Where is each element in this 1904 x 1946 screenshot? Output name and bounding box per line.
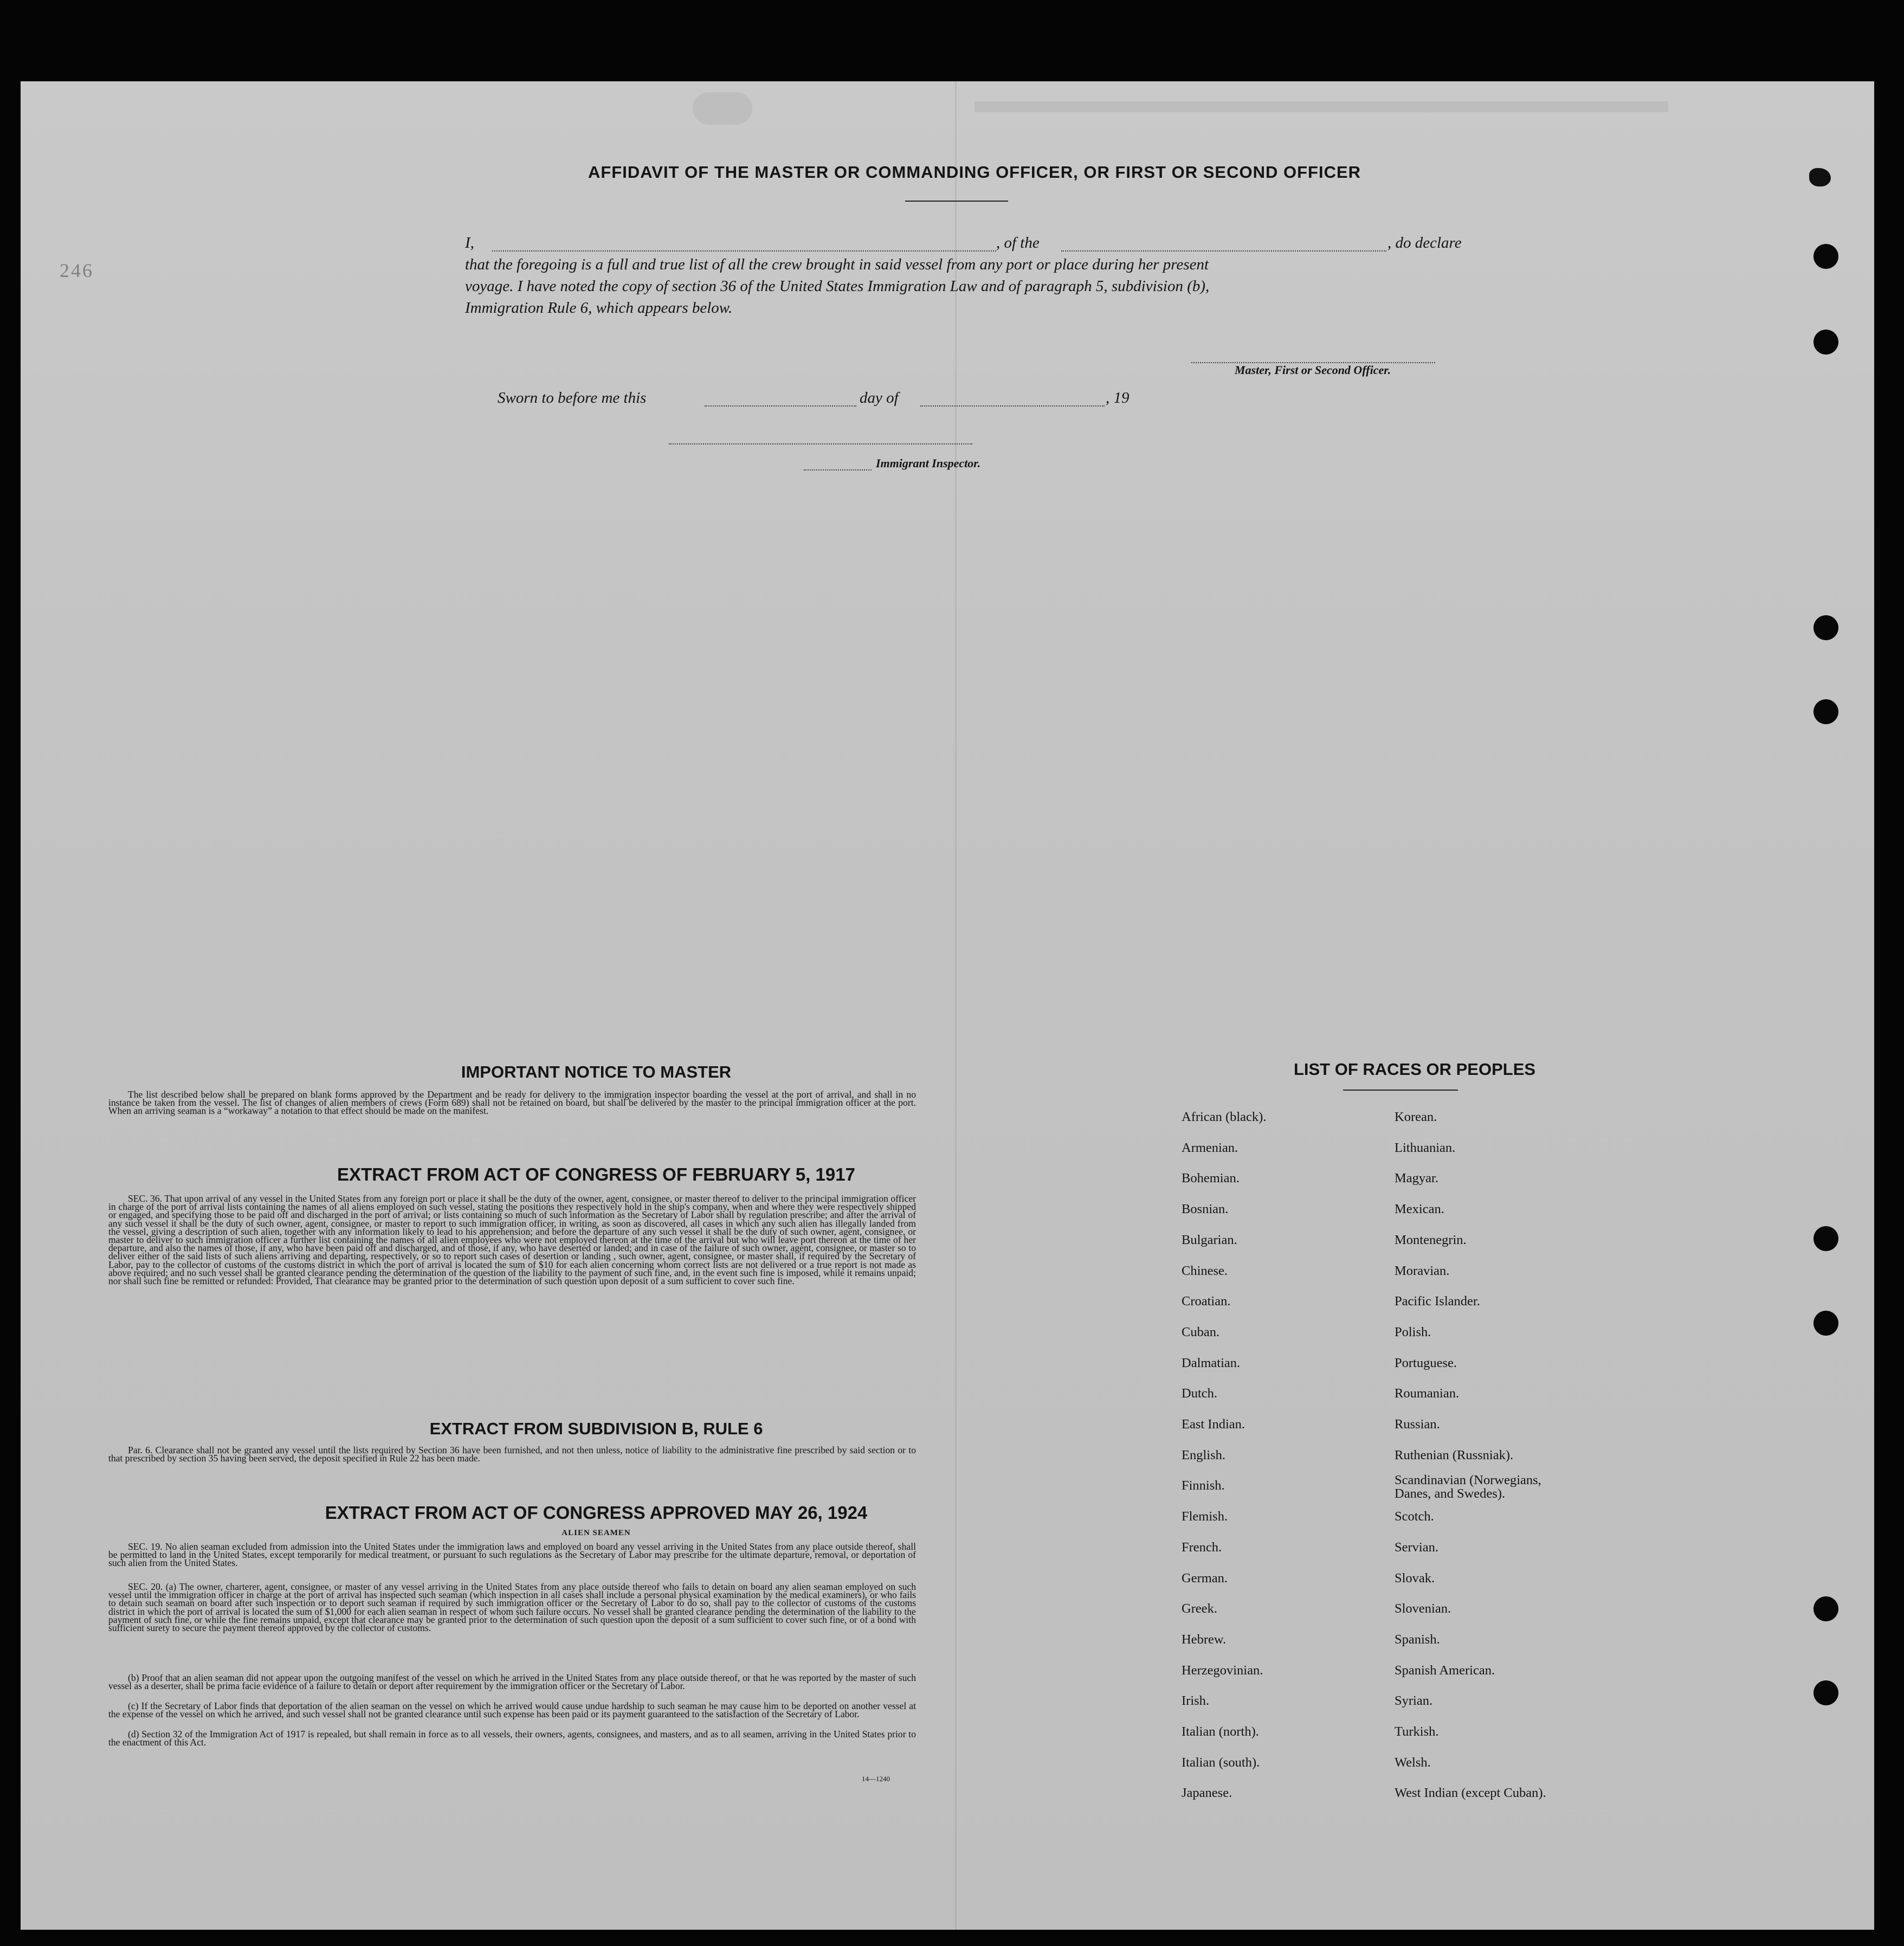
- race-item: Armenian.: [1182, 1140, 1238, 1155]
- extract-1924-sec19: SEC. 19. No alien seaman excluded from admission into the United States under the immigration laws and employed on board any vessel arriving in the United States from any place outside thereof, shall be permitted to land in the United States, except temporarily for medical treatment, or pursuant to such regulations as the Secretary of Labor may prescribe for the ultimate departure, removal, or deportation of such alien from the United States.: [108, 1541, 916, 1569]
- extract-1917-heading: EXTRACT FROM ACT OF CONGRESS OF FEBRUARY 5, 1917: [337, 1164, 855, 1184]
- punch-hole: [1813, 330, 1838, 355]
- race-item: Italian (north).: [1182, 1724, 1259, 1739]
- punch-hole: [1813, 244, 1838, 269]
- affidavit-title: AFFIDAVIT OF THE MASTER OR COMMANDING OFFICER, OR FIRST OR SECOND OFFICER: [588, 163, 1361, 182]
- sworn-day-blank: [705, 405, 856, 407]
- race-item: French.: [1182, 1539, 1222, 1555]
- race-item: Herzegovinian.: [1182, 1663, 1263, 1678]
- race-item: Slovenian.: [1395, 1601, 1451, 1616]
- affidavit-line-3: voyage. I have noted the copy of section 36 of the United States Immigration Law and of paragraph 5, subdivision (b),: [465, 278, 1210, 295]
- sworn-day: day of: [860, 389, 899, 407]
- torn-edge-mark: [1809, 168, 1831, 186]
- race-item: Bosnian.: [1182, 1202, 1229, 1217]
- punch-hole: [1813, 1596, 1838, 1621]
- punch-hole: [1813, 699, 1838, 724]
- race-item: Portuguese.: [1395, 1355, 1457, 1370]
- race-item: German.: [1182, 1570, 1228, 1586]
- race-item: Irish.: [1182, 1693, 1210, 1709]
- inspector-label: Immigrant Inspector.: [876, 456, 981, 470]
- race-item: Dutch.: [1182, 1386, 1217, 1401]
- race-item: Welsh.: [1395, 1755, 1431, 1770]
- form-number: 14—1240: [862, 1775, 890, 1783]
- race-item: Mexican.: [1395, 1202, 1444, 1217]
- race-item: Chinese.: [1182, 1263, 1228, 1278]
- race-item: Syrian.: [1395, 1693, 1433, 1709]
- sworn-year: , 19: [1106, 389, 1130, 407]
- race-item: Roumanian.: [1395, 1386, 1460, 1401]
- race-item: Dalmatian.: [1182, 1355, 1241, 1370]
- race-item: Hebrew.: [1182, 1632, 1227, 1647]
- race-item: Korean.: [1395, 1110, 1437, 1124]
- race-item: Scotch.: [1395, 1509, 1434, 1524]
- race-item: African (black).: [1182, 1110, 1267, 1124]
- master-label: Master, First or Second Officer.: [1235, 363, 1391, 377]
- race-item: Polish.: [1395, 1324, 1431, 1339]
- race-item: East Indian.: [1182, 1417, 1245, 1432]
- affidavit-line-4: Immigration Rule 6, which appears below.: [465, 299, 733, 317]
- notice-heading: IMPORTANT NOTICE TO MASTER: [461, 1062, 732, 1081]
- extract-1924-sec20d: (d) Section 32 of the Immigration Act of 1917 is repealed, but shall remain in force as to all vessels, their owners, agents, consignees, and masters, and as to all seamen, arriving in the United States prior to the enactment of this Act.: [108, 1729, 916, 1748]
- punch-hole: [1813, 1226, 1838, 1251]
- document-page: [21, 81, 1874, 1930]
- extract-1917-text: SEC. 36. That upon arrival of any vessel in the United States from any foreign port or place it shall be the duty of the owner, agent, consignee, or master thereof to deliver to the principal immigration officer in charge of the port of arrival lists containing the names of all aliens employed on such vessel, stating the positions they respectively hold in the ship's company, when and where they were respectively shipped or engaged, and specifying those to be paid off and discharged in the port of arrival; or lists containing so much of such information as the Secretary of Labor shall by regulation prescribe; and after the arrival of any such vessel it shall be the duty of such owner, agent, consignee, or master to report to such immigration officer, in writing, as soon as discovered, all cases in which any such alien has illegally landed from the vessel, giving a description of such alien, together with any information likely to lead to his apprehension; and before the departure of any such vessel it shall be the duty of such owner, agent, consignee, or master to deliver to such immigration officer a further list containing the names of all alien employees who were not employed thereon at the time of the arrival but who will leave port thereon at the time of her departure, and also the names of those, if any, who have been paid off and discharged, and of those, if any, who have deserted or landed; and in case of the failure of such owner, agent, consignee, or master so to deliver either of the said lists of such aliens arriving and departing, respectively, or so to report such cases of desertion or landing , such owner, agent, consignee, or master shall, if required by the Secretary of Labor, pay to the collector of customs of the customs district in which the port of arrival is located the sum of $10 for each alien concerning whom correct lists are not delivered or a true report is not made as above required; and no such vessel shall be granted clearance pending the determination of the question of the liability to the payment of such fine, and, in the event such fine is imposed, while it remains unpaid; nor shall such fine be remitted or refunded: Provided, That clearance may be granted prior to the determination of such question upon deposit of a sum sufficient to cover such fine.: [108, 1193, 916, 1287]
- extract-1924-heading: EXTRACT FROM ACT OF CONGRESS APPROVED MAY 26, 1924: [325, 1503, 868, 1523]
- races-heading: LIST OF RACES OR PEOPLES: [1293, 1060, 1536, 1079]
- race-item: Japanese.: [1182, 1786, 1232, 1801]
- inspector-signature-line: [669, 443, 972, 444]
- race-item: Cuban.: [1182, 1324, 1220, 1339]
- notice-text: The list described below shall be prepared on blank forms approved by the Department and be ready for delivery to the immigration inspector boarding the vessel at the port of arrival, and shall in no instance be taken from the vessel. The list of changes of alien members of crews (Form 689) shall not be retained on board, but shall be delivered by the master to the principal immigration officer at the port. When an arriving seaman is a “workaway” a notation to that effect should be made on the manifest.: [108, 1089, 916, 1117]
- punch-hole: [1813, 1311, 1838, 1336]
- inspector-short-line: [804, 469, 872, 471]
- race-item: Moravian.: [1395, 1263, 1450, 1278]
- bleed-through-text: [693, 89, 1722, 127]
- punch-hole: [1813, 615, 1838, 640]
- race-item: Finnish.: [1182, 1478, 1225, 1493]
- vessel-blank: [1061, 250, 1386, 252]
- sworn-prefix: Sworn to before me this: [498, 389, 647, 407]
- name-blank: [492, 250, 996, 252]
- sworn-month-blank: [920, 405, 1105, 407]
- race-item: Turkish.: [1395, 1724, 1439, 1739]
- race-item: Lithuanian.: [1395, 1140, 1456, 1155]
- race-item: Slovak.: [1395, 1570, 1435, 1586]
- race-item: Bulgarian.: [1182, 1232, 1237, 1247]
- affidavit-of-the: , of the: [996, 234, 1040, 252]
- race-item: Bohemian.: [1182, 1171, 1240, 1186]
- race-item: Servian.: [1395, 1539, 1438, 1555]
- races-heading-rule: [1343, 1090, 1458, 1091]
- race-item: Greek.: [1182, 1601, 1217, 1616]
- race-item: English.: [1182, 1447, 1225, 1462]
- punch-hole: [1813, 1680, 1838, 1705]
- race-item: Russian.: [1395, 1417, 1440, 1432]
- race-item: Scandinavian (Norwegians, Danes, and Swedes).: [1395, 1473, 1541, 1502]
- affidavit-i: I,: [465, 234, 474, 252]
- race-item: Flemish.: [1182, 1509, 1228, 1524]
- rule6-text: Par. 6. Clearance shall not be granted any vessel until the lists required by Section 36 have been furnished, and not then unless, notice of liability to the administrative fine prescribed by said section or to that prescribed by section 35 having been served, the deposit specified in Rule 22 has been made.: [108, 1445, 916, 1464]
- alien-seamen-subheading: ALIEN SEAMEN: [561, 1529, 631, 1537]
- extract-1924-sec20c: (c) If the Secretary of Labor finds that deportation of the alien seaman on the vessel on which he arrived would cause undue hardship to such seaman he may cause him to be deported on another vessel at the expense of the vessel on which he arrived, and such vessel shall not be granted clearance until such expense has been paid or its payment guaranteed to the satisfaction of the Secretary of Labor.: [108, 1700, 916, 1720]
- race-item: Montenegrin.: [1395, 1232, 1467, 1247]
- title-rule: [905, 201, 1008, 202]
- race-item: Spanish.: [1395, 1632, 1440, 1647]
- race-item: Pacific Islander.: [1395, 1294, 1480, 1309]
- fold-crease: [955, 81, 957, 1930]
- affidavit-declare: , do declare: [1387, 234, 1462, 252]
- race-item: Croatian.: [1182, 1294, 1231, 1309]
- extract-1924-sec20a: SEC. 20. (a) The owner, charterer, agent, consignee, or master of any vessel arriving in the United States from any place outside thereof who fails to detain on board any alien seaman employed on such vessel until the immigration officer in charge at the port of arrival has inspected such seaman (which inspection in all cases shall include a personal physical examination by the medical examiners), or who fails to detain such seaman on board after such inspection or to deport such seaman if required by such immigration officer or the Secretary of Labor to do so, shall pay to the collector of customs of the customs district in which the port of arrival is located the sum of $1,000 for each alien seaman in respect of whom such failure occurs. No vessel shall be granted clearance pending the determination of the liability to the payment of such fine, or while the fine remains unpaid, except that clearance may be granted prior to the determination of such question upon the deposit of a sum sufficient to cover such fine, or of a bond with sufficient surety to secure the payment thereof approved by the collector of customs.: [108, 1581, 916, 1634]
- margin-page-number: 246: [60, 260, 94, 281]
- race-item: West Indian (except Cuban).: [1395, 1786, 1546, 1801]
- race-item: Ruthenian (Russniak).: [1395, 1447, 1514, 1462]
- race-item: Magyar.: [1395, 1171, 1438, 1186]
- race-item: Italian (south).: [1182, 1755, 1260, 1770]
- rule6-heading: EXTRACT FROM SUBDIVISION B, RULE 6: [429, 1419, 763, 1438]
- affidavit-line-2: that the foregoing is a full and true list of all the crew brought in said vessel from any port or place during her present: [465, 256, 1209, 273]
- extract-1924-sec20b: (b) Proof that an alien seaman did not appear upon the outgoing manifest of the vessel on which he arrived in the United States from any place outside thereof, or that he was reported by the master of such vessel as a deserter, shall be prima facie evidence of a failure to detain or deport after requirement by the immigration officer or the Secretary of Labor.: [108, 1672, 916, 1692]
- race-item: Spanish American.: [1395, 1663, 1495, 1678]
